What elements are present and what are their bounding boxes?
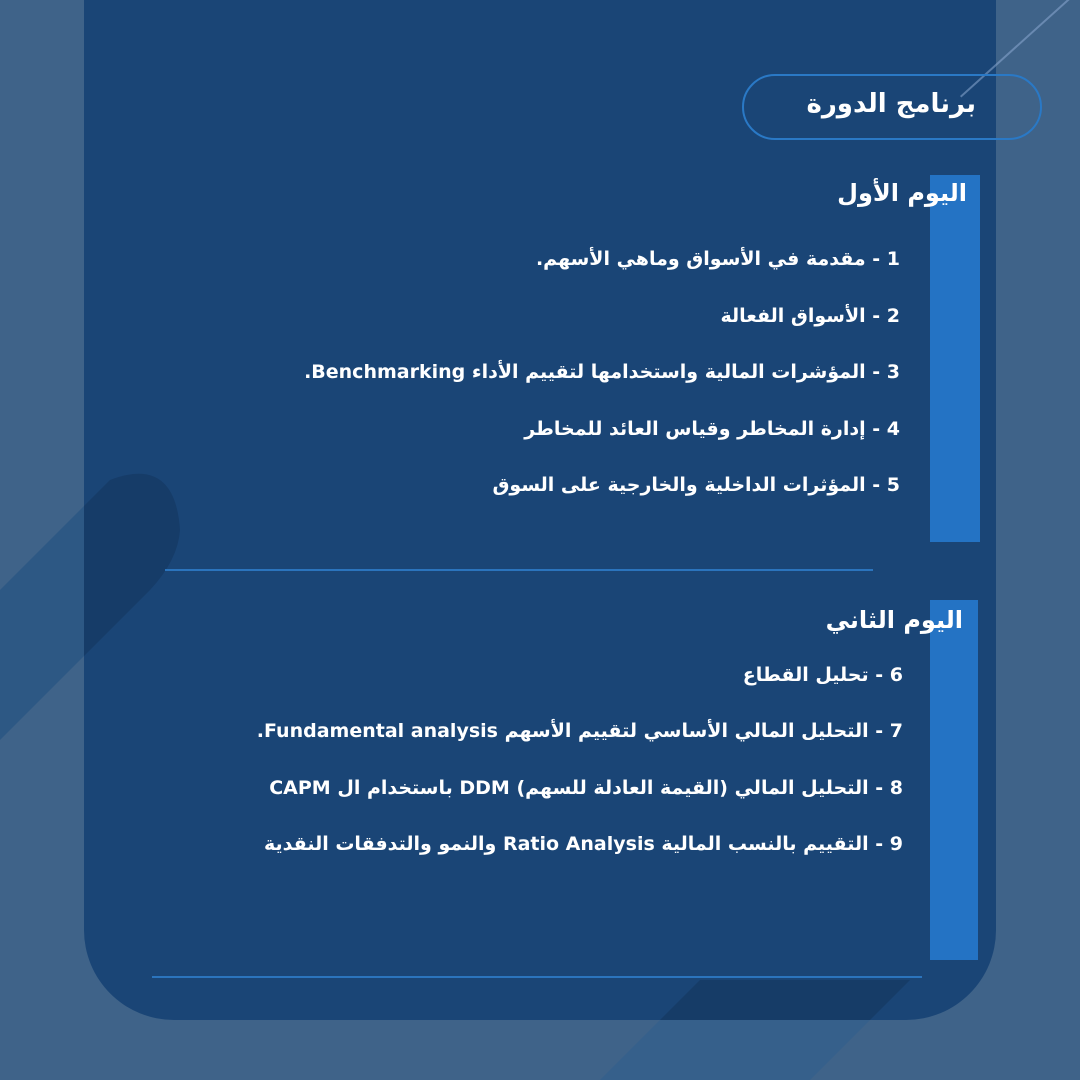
- list-item: 5 - المؤثرات الداخلية والخارجية على السوق: [492, 474, 900, 496]
- list-item: 8 - التحليل المالي (القيمة العادلة للسهم) DDM باستخدام ال CAPM: [269, 777, 903, 799]
- card-decoration: [84, 0, 996, 1020]
- list-item: 9 - التقييم بالنسب المالية Ratio Analysis والنمو والتدفقات النقدية: [264, 833, 903, 855]
- list-item: 3 - المؤشرات المالية واستخدامها لتقييم الأداء Benchmarking.: [304, 361, 900, 383]
- bottom-divider: [152, 976, 922, 978]
- day-one-accent-bar: [930, 175, 980, 542]
- day-heading: اليوم الأول: [837, 179, 967, 207]
- program-card: [84, 0, 996, 1020]
- list-item: 4 - إدارة المخاطر وقياس العائد للمخاطر: [524, 418, 900, 440]
- list-item: 6 - تحليل القطاع: [742, 664, 903, 686]
- section-divider: [165, 569, 873, 571]
- day-heading: اليوم الثاني: [825, 606, 963, 634]
- day-two-accent-bar: [930, 600, 978, 960]
- page-title: برنامج الدورة: [806, 89, 976, 119]
- list-item: 7 - التحليل المالي الأساسي لتقييم الأسهم Fundamental analysis.: [256, 720, 903, 742]
- list-item: 2 - الأسواق الفعالة: [720, 305, 900, 327]
- list-item: 1 - مقدمة في الأسواق وماهي الأسهم.: [535, 248, 900, 270]
